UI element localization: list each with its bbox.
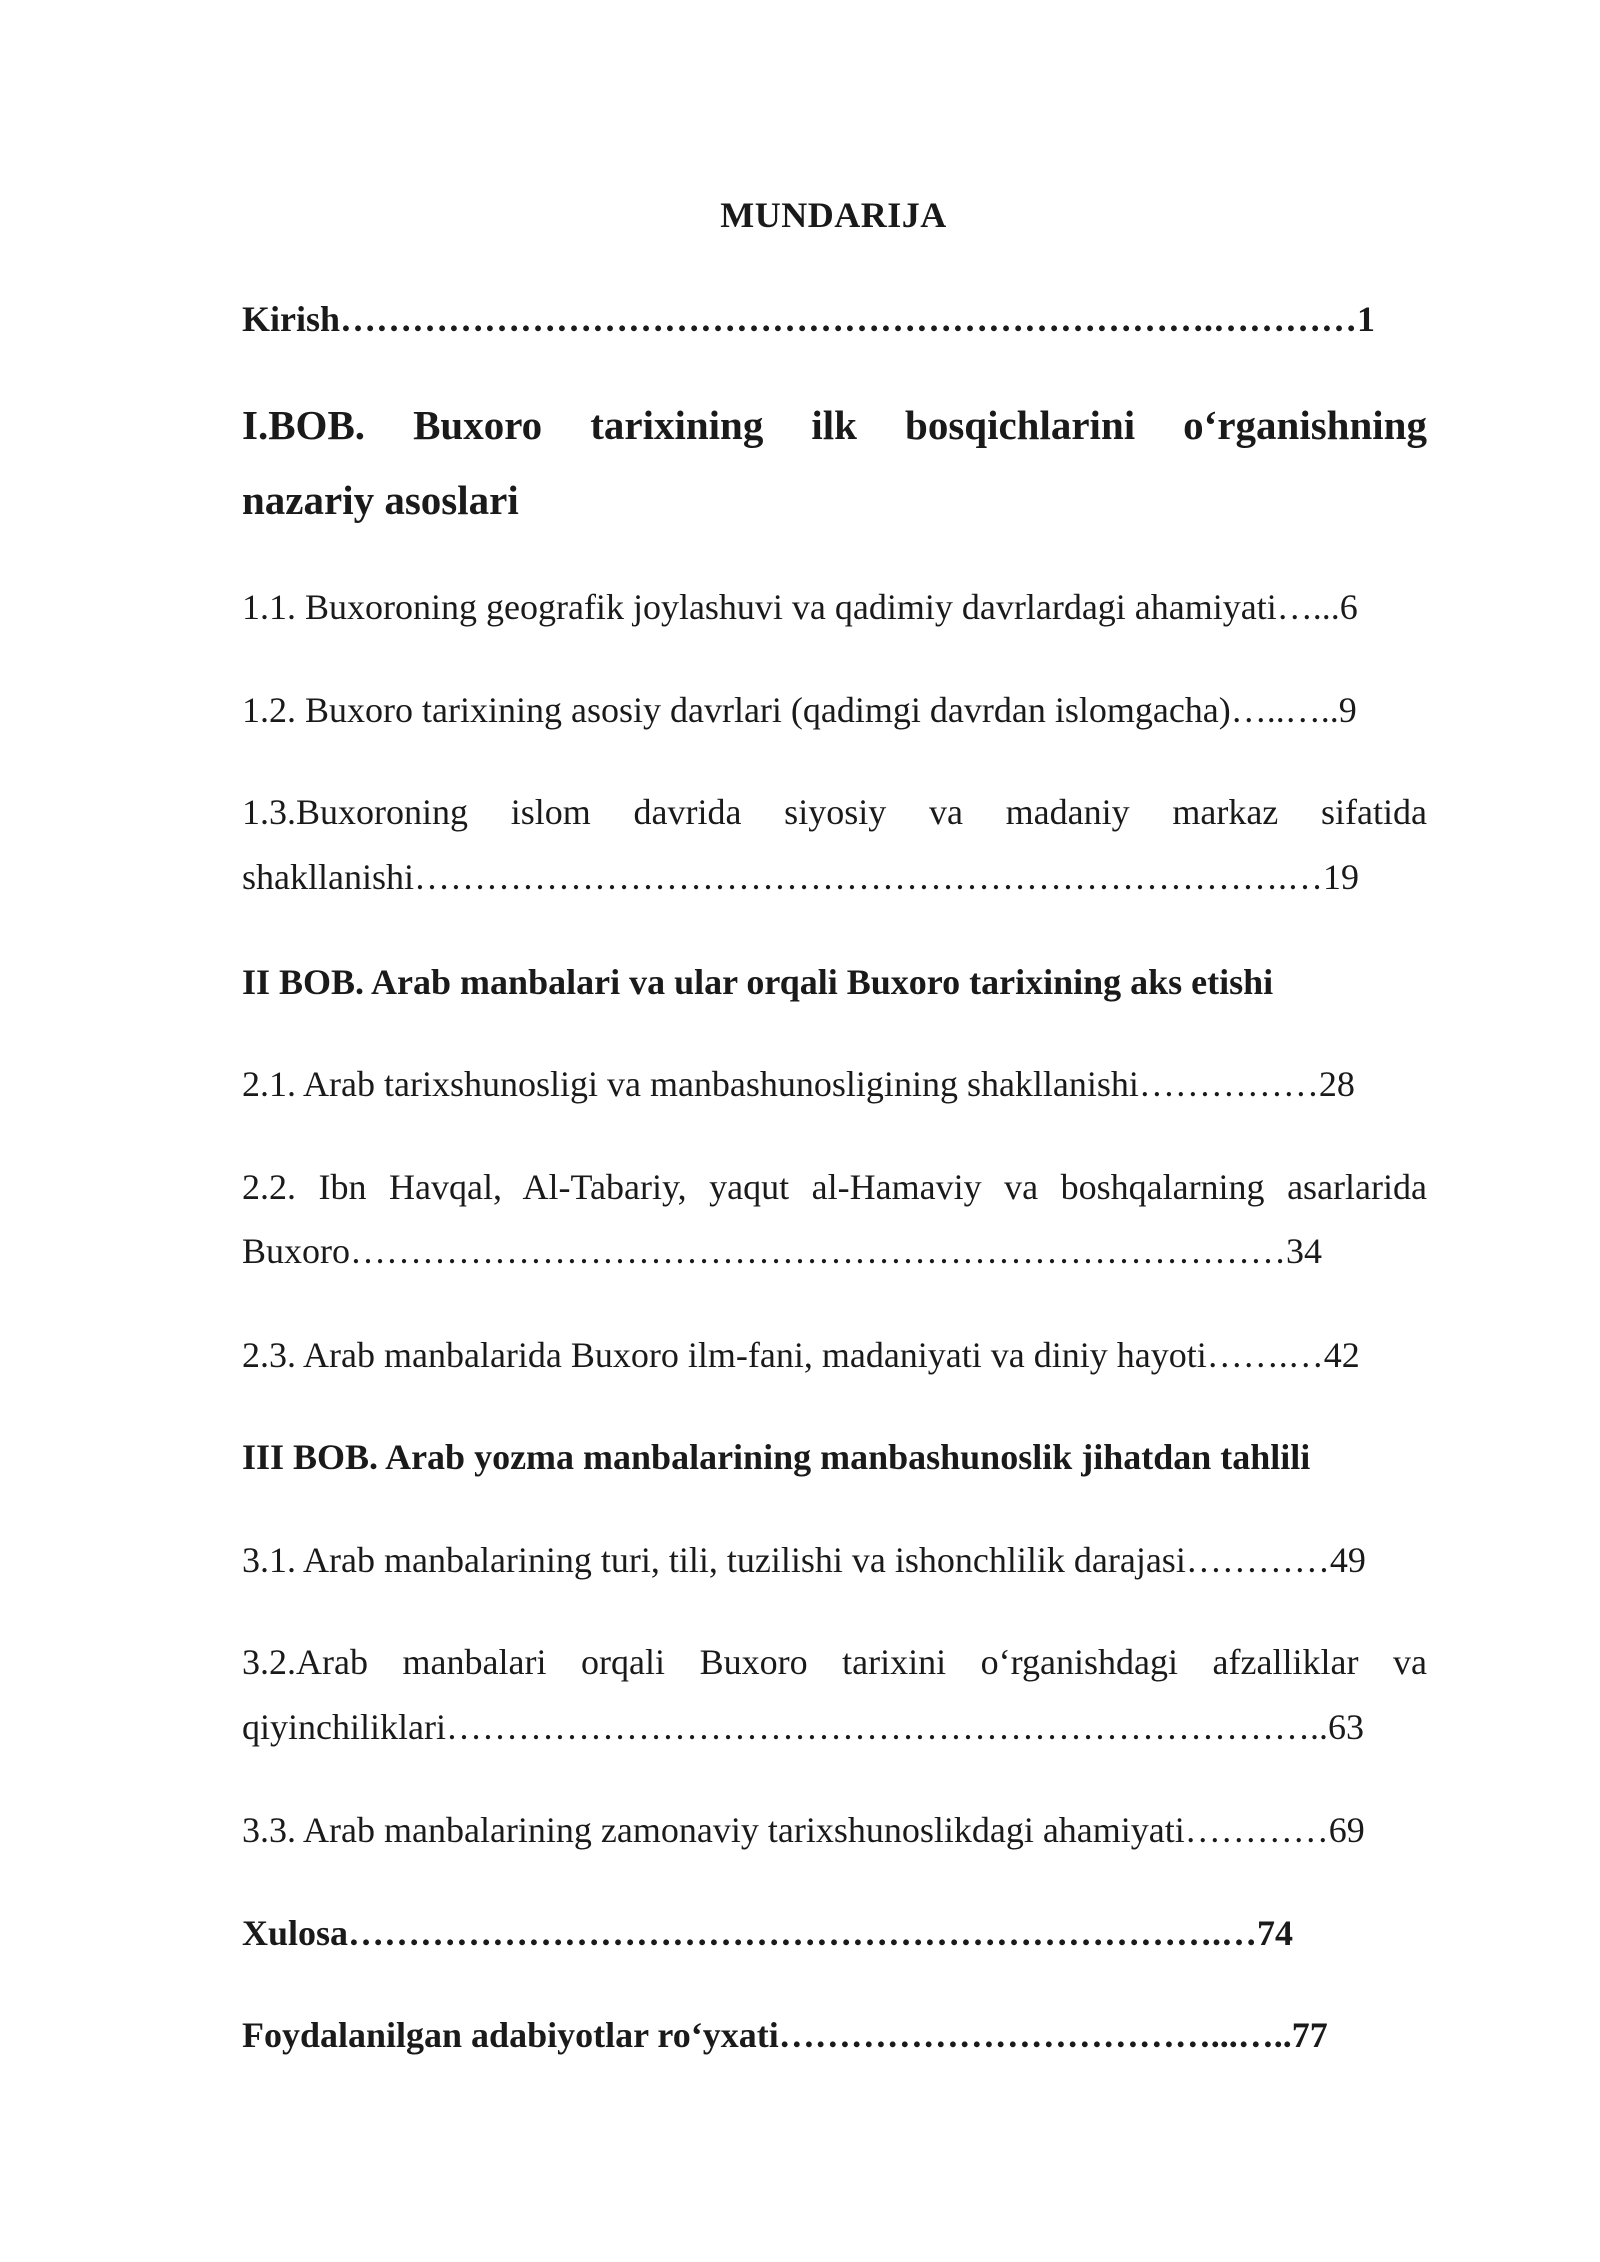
- toc-entry-2-2-line-2: Buxoro……………………………………………………………………34: [242, 1231, 1322, 1271]
- toc-entry-1-3-line-1: 1.3.Buxoroning islom davrida siyosiy va madaniy markaz sifatida: [242, 792, 1427, 832]
- toc-chapter-1-line-2: nazariy asoslari: [242, 477, 519, 523]
- toc-entry-adabiyotlar: Foydalanilgan adabiyotlar roʻyxati………………………………...…..77: [242, 2015, 1328, 2055]
- toc-chapter-2: II BOB. Arab manbalari va ular orqali Buxoro tarixining aks etishi: [242, 962, 1274, 1002]
- toc-entry-3-2-line-2: qiyinchiliklari………………………………………………………………..63: [242, 1707, 1364, 1747]
- page-title: MUNDARIJA: [720, 195, 947, 235]
- toc-entry-xulosa: Xulosa……………………………………………………………….…74: [242, 1913, 1294, 1953]
- toc-entry-3-2-line-1: 3.2.Arab manbalari orqali Buxoro tarixini oʻrganishdagi afzalliklar va: [242, 1642, 1427, 1682]
- toc-entry-3-1: 3.1. Arab manbalarining turi, tili, tuzilishi va ishonchlilik darajasi…………49: [242, 1540, 1366, 1580]
- toc-entry-1-3-line-2: shakllanishi……………………………………………………………….…19: [242, 857, 1359, 897]
- toc-entry-1-1: 1.1. Buxoroning geografik joylashuvi va qadimiy davrlardagi ahamiyati…...6: [242, 587, 1358, 627]
- toc-entry-kirish: Kirish……………………………………………………………….…………1: [242, 299, 1376, 339]
- toc-chapter-1-line-1: I.BOB. Buxoro tarixining ilk bosqichlarini oʻrganishning: [242, 402, 1427, 448]
- toc-entry-2-3: 2.3. Arab manbalarida Buxoro ilm-fani, madaniyati va diniy hayoti…….…42: [242, 1335, 1360, 1375]
- toc-entry-1-2: 1.2. Buxoro tarixining asosiy davrlari (qadimgi davrdan islomgacha)…..…..9: [242, 690, 1357, 730]
- toc-entry-2-1: 2.1. Arab tarixshunosligi va manbashunosligining shakllanishi……………28: [242, 1064, 1355, 1104]
- toc-entry-2-2-line-1: 2.2. Ibn Havqal, Al-Tabariy, yaqut al-Hamaviy va boshqalarning asarlarida: [242, 1167, 1427, 1207]
- toc-chapter-3: III BOB. Arab yozma manbalarining manbashunoslik jihatdan tahlili: [242, 1437, 1311, 1477]
- toc-entry-3-3: 3.3. Arab manbalarining zamonaviy tarixshunoslikdagi ahamiyati…………69: [242, 1810, 1365, 1850]
